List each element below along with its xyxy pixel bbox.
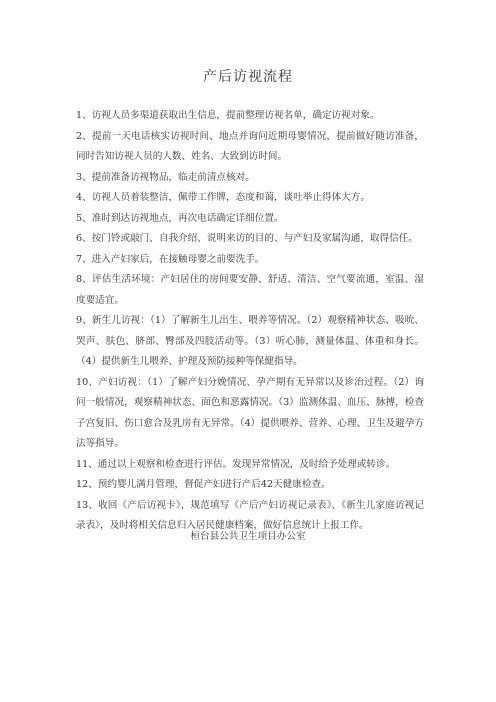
step-item-1: 1、访视人员多渠道获取出生信息，提前整理访视名单，确定访视对象。	[76, 110, 380, 121]
step-item-10: 10、产妇访视：（1）了解产妇分娩情况、孕产期有无异常以及诊治过程。（2）询问一般情况，观察精神状态、面色和恶露情况。（3）监测体温、血压、脉搏，检查子宫复旧、伤口愈合及乳房有无异常。（4）提供喂养、营养、心理、卫生及避孕方法等指导。	[76, 376, 424, 449]
step-item-4: 4、访视人员着装整洁，佩带工作牌，态度和蔼，谈吐举止得体大方。	[76, 192, 370, 203]
procedure-steps	[76, 106, 424, 537]
step-item-12: 12、预约婴儿满月管理，督促产妇进行产后42天健康检查。	[76, 479, 331, 490]
step-item-3: 3、提前准备访视物品，临走前清点核对。	[76, 171, 255, 183]
step-item-5: 5、准时到达访视地点，再次电话确定详细位置。	[76, 212, 284, 224]
step-item-6: 6、按门铃或敲门、自我介绍、说明来访的目的、与产妇及家属沟通，取得信任。	[76, 233, 418, 244]
issuing-office: 桓台县公共卫生项目办公室	[190, 531, 306, 542]
step-item-8: 8、评估生活环境：产妇居住的房间要安静、舒适、清洁、空气要流通，室温、湿度要适宜。	[76, 274, 424, 306]
step-item-7: 7、进入产妇家后，在接触母婴之前要洗手。	[76, 253, 265, 265]
step-item-9: 9、新生儿访视：（1）了解新生儿出生、喂养等情况。（2）观察精神状态、吸吮、哭声、肤色、脐部、臀部及四肢活动等。（3）听心肺，测量体温、体重和身长。（4）提供新生儿喂养、护理及预防接种等保健指导。	[76, 315, 424, 367]
step-item-13: 13、收回《产后访视卡》，规范填写《产后产妇访视记录表》、《新生儿家庭访视记录表》，及时将相关信息归入居民健康档案，做好信息统计上报工作。	[76, 499, 424, 531]
page-title: 产后访视流程	[203, 69, 293, 85]
step-item-2: 2、提前一天电话核实访视时间、地点并询问近期母婴情况，提前做好随访准备，同时告知访视人员的人数、姓名、大致到访时间。	[76, 130, 424, 162]
step-item-11: 11、通过以上观察和检查进行评估。发现异常情况，及时给予处理或转诊。	[76, 458, 396, 470]
